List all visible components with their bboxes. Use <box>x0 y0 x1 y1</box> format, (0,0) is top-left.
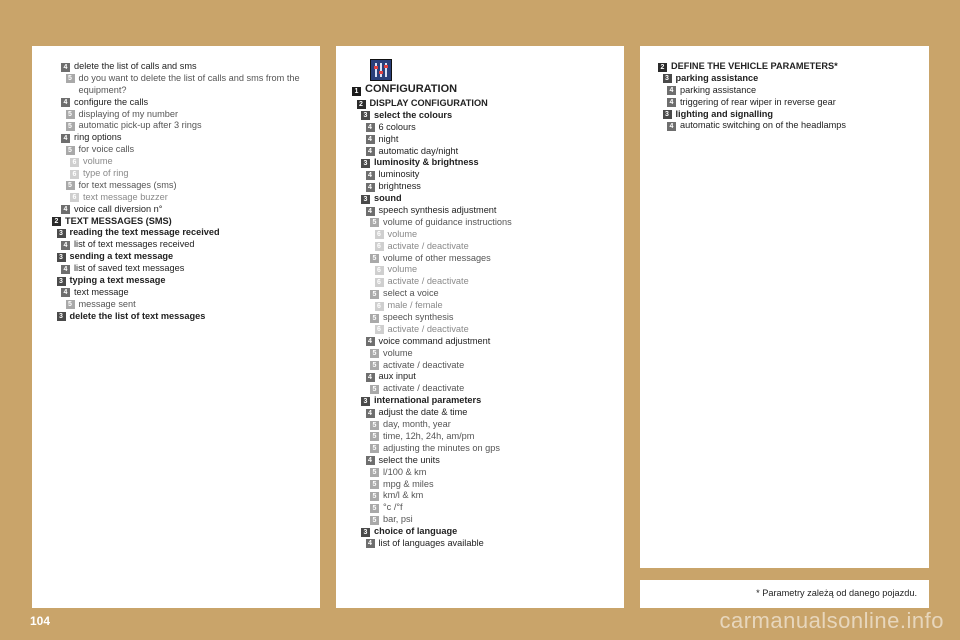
menu-item <box>336 217 624 229</box>
menu-item-label: automatic day/night <box>378 145 459 156</box>
level-badge: 4 <box>667 98 676 107</box>
level-badge: 2 <box>52 217 61 226</box>
level-badge: 6 <box>375 302 384 311</box>
menu-item-label: message sent <box>78 298 136 309</box>
menu-item-label: TEXT MESSAGES (SMS) <box>65 215 172 226</box>
level-badge: 3 <box>361 528 370 537</box>
level-badge: 5 <box>66 146 75 155</box>
menu-item <box>336 538 624 550</box>
level-badge: 4 <box>61 288 70 297</box>
menu-item <box>32 144 320 156</box>
menu-item-label: international parameters <box>374 395 482 406</box>
level-badge: 3 <box>57 229 66 238</box>
menu-item-label: activate / deactivate <box>387 276 469 287</box>
menu-item-label: ring options <box>74 132 122 143</box>
menu-item-label: luminosity & brightness <box>374 157 479 168</box>
menu-item <box>336 407 624 419</box>
menu-item-label: CONFIGURATION <box>365 83 458 95</box>
level-badge: 5 <box>370 432 379 441</box>
menu-item-label: typing a text message <box>69 275 166 286</box>
menu-item <box>32 120 320 132</box>
menu-list-center <box>336 84 624 550</box>
menu-item <box>32 192 320 204</box>
menu-item-label: list of languages available <box>378 537 484 548</box>
left-panel <box>32 46 320 608</box>
menu-item <box>336 490 624 502</box>
menu-item <box>336 300 624 312</box>
menu-item-label: day, month, year <box>383 419 451 430</box>
menu-item-label: bar, psi <box>383 514 413 525</box>
menu-item-label: volume of other messages <box>383 252 491 263</box>
level-badge: 5 <box>66 181 75 190</box>
menu-item-label: activate / deactivate <box>387 323 469 334</box>
menu-item-label: speech synthesis <box>383 312 454 323</box>
menu-list-right <box>640 61 929 132</box>
menu-item <box>640 73 929 85</box>
configuration-icon <box>370 59 392 81</box>
menu-item-label: adjusting the minutes on gps <box>383 442 500 453</box>
menu-item <box>336 134 624 146</box>
level-badge: 3 <box>361 111 370 120</box>
menu-item <box>336 122 624 134</box>
level-badge: 4 <box>366 456 375 465</box>
level-badge: 5 <box>66 110 75 119</box>
menu-item-label: text message buzzer <box>83 191 168 202</box>
menu-item <box>336 502 624 514</box>
level-badge: 4 <box>366 135 375 144</box>
menu-item <box>336 431 624 443</box>
level-badge: 6 <box>70 193 79 202</box>
menu-item <box>32 251 320 263</box>
menu-item <box>336 288 624 300</box>
menu-item-label: 6 colours <box>378 121 416 132</box>
level-badge: 5 <box>370 314 379 323</box>
menu-item-label: sending a text message <box>69 251 174 262</box>
menu-item-label: aux input <box>378 371 416 382</box>
menu-item-label: type of ring <box>83 168 129 179</box>
level-badge: 5 <box>370 290 379 299</box>
menu-list-left <box>32 61 320 323</box>
menu-item-label: triggering of rear wiper in reverse gear <box>680 96 836 107</box>
level-badge: 4 <box>366 183 375 192</box>
menu-item-label: select the units <box>378 454 440 465</box>
level-badge: 2 <box>658 63 667 72</box>
menu-item-label: speech synthesis adjustment <box>378 205 497 216</box>
menu-item <box>336 84 624 98</box>
menu-item <box>32 180 320 192</box>
menu-item-label: list of text messages received <box>74 239 195 250</box>
menu-item-label: activate / deactivate <box>387 240 469 251</box>
level-badge: 4 <box>366 207 375 216</box>
menu-item <box>32 97 320 109</box>
page-number: 104 <box>30 614 51 628</box>
level-badge: 5 <box>370 444 379 453</box>
level-badge: 5 <box>370 421 379 430</box>
level-badge: 3 <box>361 195 370 204</box>
menu-item-label: text message <box>74 286 129 297</box>
level-badge: 6 <box>375 266 384 275</box>
menu-item-label: volume <box>383 347 413 358</box>
menu-item <box>336 241 624 253</box>
menu-item <box>336 264 624 276</box>
level-badge: 4 <box>366 171 375 180</box>
level-badge: 4 <box>366 409 375 418</box>
menu-item-label: configure the calls <box>74 96 149 107</box>
level-badge: 5 <box>66 74 75 83</box>
menu-item-label: sound <box>374 193 402 204</box>
level-badge: 4 <box>61 205 70 214</box>
menu-item <box>32 204 320 216</box>
menu-item-label: brightness <box>378 181 421 192</box>
menu-item <box>336 157 624 169</box>
menu-item-label: DISPLAY CONFIGURATION <box>369 98 488 108</box>
menu-item <box>336 395 624 407</box>
menu-item <box>336 312 624 324</box>
level-badge: 5 <box>370 480 379 489</box>
menu-item <box>32 156 320 168</box>
menu-item-label: do you want to delete the list of calls and sms from the equipment? <box>78 72 300 95</box>
menu-item-label: voice call diversion n° <box>74 203 163 214</box>
menu-item <box>336 110 624 122</box>
menu-item-label: select the colours <box>374 109 453 120</box>
menu-item-label: °c /°f <box>383 502 403 513</box>
level-badge: 4 <box>61 241 70 250</box>
menu-item <box>336 371 624 383</box>
level-badge: 4 <box>366 123 375 132</box>
menu-item <box>336 514 624 526</box>
level-badge: 4 <box>61 134 70 143</box>
level-badge: 5 <box>370 516 379 525</box>
menu-item-label: voice command adjustment <box>378 335 491 346</box>
level-badge: 3 <box>57 312 66 321</box>
menu-item-label: parking assistance <box>675 72 759 83</box>
menu-item <box>32 275 320 287</box>
menu-item <box>32 227 320 239</box>
menu-item-label: list of saved text messages <box>74 263 185 274</box>
level-badge: 4 <box>366 337 375 346</box>
menu-item <box>336 253 624 265</box>
level-badge: 4 <box>61 63 70 72</box>
menu-item-label: automatic switching on of the headlamps <box>680 120 846 131</box>
level-badge: 3 <box>57 253 66 262</box>
menu-item-label: mpg & miles <box>383 478 434 489</box>
menu-item <box>336 324 624 336</box>
menu-item-label: select a voice <box>383 288 439 299</box>
menu-item <box>32 311 320 323</box>
menu-item-label: for voice calls <box>78 144 135 155</box>
level-badge: 5 <box>66 300 75 309</box>
menu-item-label: night <box>378 133 399 144</box>
level-badge: 4 <box>366 147 375 156</box>
menu-item <box>336 526 624 538</box>
menu-item-label: parking assistance <box>680 84 757 95</box>
level-badge: 5 <box>370 349 379 358</box>
level-badge: 5 <box>370 361 379 370</box>
menu-item <box>32 73 320 97</box>
level-badge: 4 <box>61 265 70 274</box>
menu-item <box>640 61 929 73</box>
menu-item <box>32 109 320 121</box>
menu-item <box>336 383 624 395</box>
menu-item <box>640 97 929 109</box>
menu-item <box>32 132 320 144</box>
level-badge: 3 <box>663 74 672 83</box>
menu-item <box>336 276 624 288</box>
menu-item <box>640 120 929 132</box>
menu-item <box>336 479 624 491</box>
menu-item-label: volume of guidance instructions <box>383 216 512 227</box>
menu-item <box>640 85 929 97</box>
level-badge: 5 <box>370 504 379 513</box>
footnote: * Parametry zależą od danego pojazdu. <box>756 588 917 598</box>
menu-item <box>336 419 624 431</box>
level-badge: 5 <box>66 122 75 131</box>
level-badge: 5 <box>370 468 379 477</box>
level-badge: 5 <box>370 254 379 263</box>
menu-item-label: delete the list of text messages <box>69 310 206 321</box>
menu-item-label: l/100 & km <box>383 466 427 477</box>
footnote-panel <box>640 580 929 608</box>
menu-item <box>32 216 320 228</box>
level-badge: 4 <box>667 86 676 95</box>
menu-item-label: activate / deactivate <box>383 359 465 370</box>
menu-item-label: DEFINE THE VEHICLE PARAMETERS* <box>671 61 838 71</box>
menu-item <box>640 109 929 121</box>
level-badge: 6 <box>375 278 384 287</box>
level-badge: 6 <box>70 170 79 179</box>
level-badge: 2 <box>357 100 366 109</box>
menu-item <box>336 193 624 205</box>
level-badge: 3 <box>663 110 672 119</box>
level-badge: 1 <box>352 87 361 96</box>
menu-item-label: luminosity <box>378 169 420 180</box>
menu-item-label: time, 12h, 24h, am/pm <box>383 430 475 441</box>
center-panel <box>336 46 624 608</box>
menu-item <box>336 229 624 241</box>
level-badge: 5 <box>370 492 379 501</box>
level-badge: 3 <box>361 397 370 406</box>
menu-item <box>336 336 624 348</box>
level-badge: 5 <box>370 218 379 227</box>
menu-item <box>32 168 320 180</box>
menu-item <box>336 205 624 217</box>
menu-item-label: volume <box>387 228 418 239</box>
level-badge: 4 <box>667 122 676 131</box>
menu-item-label: activate / deactivate <box>383 383 465 394</box>
level-badge: 3 <box>361 159 370 168</box>
menu-item <box>32 239 320 251</box>
menu-item-label: automatic pick-up after 3 rings <box>78 120 202 131</box>
menu-item <box>336 360 624 372</box>
menu-item <box>32 263 320 275</box>
level-badge: 5 <box>370 385 379 394</box>
menu-item-label: for text messages (sms) <box>78 179 177 190</box>
menu-item-label: reading the text message received <box>69 227 220 238</box>
menu-item <box>336 146 624 158</box>
menu-item <box>32 61 320 73</box>
level-badge: 6 <box>375 230 384 239</box>
menu-item <box>336 455 624 467</box>
right-panel <box>640 46 929 568</box>
menu-item <box>336 98 624 110</box>
menu-item <box>336 443 624 455</box>
menu-item <box>32 287 320 299</box>
level-badge: 4 <box>366 373 375 382</box>
level-badge: 3 <box>57 277 66 286</box>
menu-item-label: displaying of my number <box>78 108 179 119</box>
menu-item <box>336 348 624 360</box>
menu-item-label: delete the list of calls and sms <box>74 61 197 71</box>
menu-item <box>32 299 320 311</box>
menu-item <box>336 181 624 193</box>
level-badge: 6 <box>375 325 384 334</box>
level-badge: 6 <box>375 242 384 251</box>
watermark: carmanualsonline.info <box>719 608 944 633</box>
menu-item <box>336 467 624 479</box>
level-badge: 4 <box>366 539 375 548</box>
level-badge: 4 <box>61 98 70 107</box>
menu-item-label: choice of language <box>374 526 458 537</box>
menu-item-label: km/l & km <box>383 490 424 501</box>
menu-item-label: volume <box>83 156 113 167</box>
menu-item-label: volume <box>387 264 418 275</box>
menu-item-label: adjust the date & time <box>378 407 468 418</box>
level-badge: 6 <box>70 158 79 167</box>
menu-item-label: lighting and signalling <box>675 108 773 119</box>
menu-item <box>336 169 624 181</box>
menu-item-label: male / female <box>387 300 443 311</box>
